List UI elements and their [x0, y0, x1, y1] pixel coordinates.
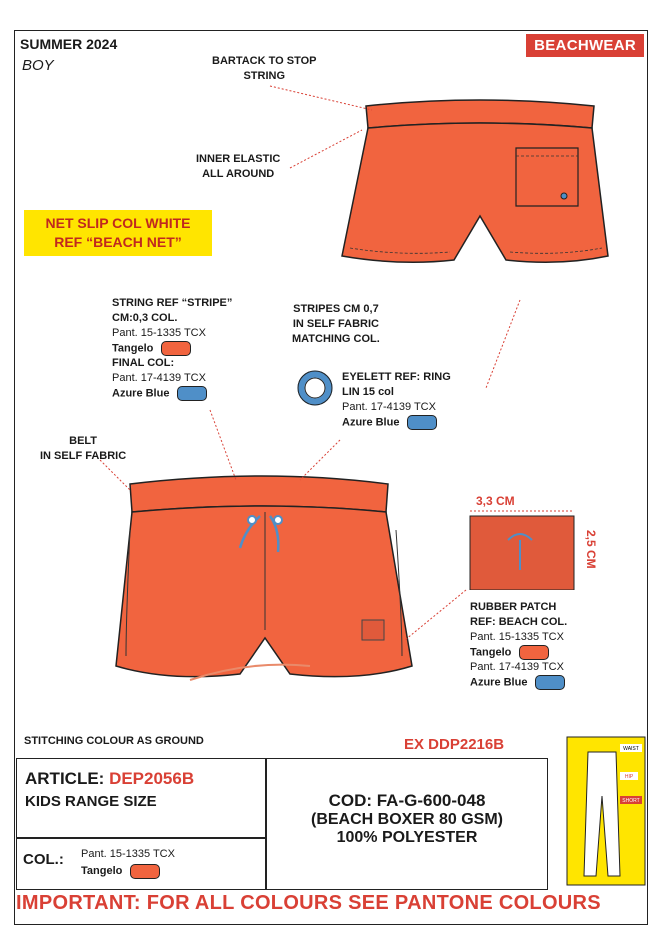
string-spec: STRING REF “STRIPE” CM:0,3 COL. Pant. 15-1335 TCX Tangelo FINAL COL: Pant. 17-4139 TCX Azure Blue	[112, 297, 233, 400]
category-tag: BEACHWEAR	[526, 34, 644, 57]
article-code: DEP2056B	[109, 769, 195, 788]
waist-label: WAIST	[623, 746, 639, 752]
range-label: KIDS RANGE SIZE	[25, 793, 157, 810]
patch-width: 3,3 CM	[476, 494, 515, 508]
hip-label: HIP	[624, 774, 634, 780]
inner-elastic-note: INNER ELASTIC ALL AROUND	[196, 153, 281, 180]
important-note: IMPORTANT: FOR ALL COLOURS SEE PANTONE COLOURS	[16, 892, 601, 914]
bartack-note: BARTACK TO STOP STRING	[212, 55, 317, 82]
color-box: COL.: Pant. 15-1335 TCX Tangelo	[16, 838, 266, 890]
net-slip-note: NET SLIP COL WHITE REF “BEACH NET”	[24, 210, 212, 256]
ex-reference: EX DDP2216B	[404, 736, 505, 753]
patch-spec: RUBBER PATCH REF: BEACH COL. Pant. 15-1335 TCX Tangelo Pant. 17-4139 TCX Azure Blue	[470, 601, 568, 689]
belt-note: BELT IN SELF FABRIC	[40, 435, 127, 462]
patch-height: 2,5 CM	[584, 530, 598, 569]
composition-box: COD: FA-G-600-048 (BEACH BOXER 80 GSM) 100% POLYESTER	[266, 758, 548, 890]
tangelo-swatch	[130, 864, 160, 879]
measurement-guide-icon	[566, 736, 646, 886]
eyelet-spec: EYELETT REF: RING LIN 15 col Pant. 17-4139 TCX Azure Blue	[342, 371, 451, 429]
gender-label: BOY	[22, 57, 54, 74]
season-label: SUMMER 2024	[20, 36, 118, 52]
short-label: SHORT	[622, 798, 640, 804]
article-box: ARTICLE: DEP2056B KIDS RANGE SIZE	[16, 758, 266, 838]
stripes-note: STRIPES CM 0,7 IN SELF FABRIC MATCHING COL.	[292, 303, 380, 345]
stitching-note: STITCHING COLOUR AS GROUND	[24, 735, 204, 747]
